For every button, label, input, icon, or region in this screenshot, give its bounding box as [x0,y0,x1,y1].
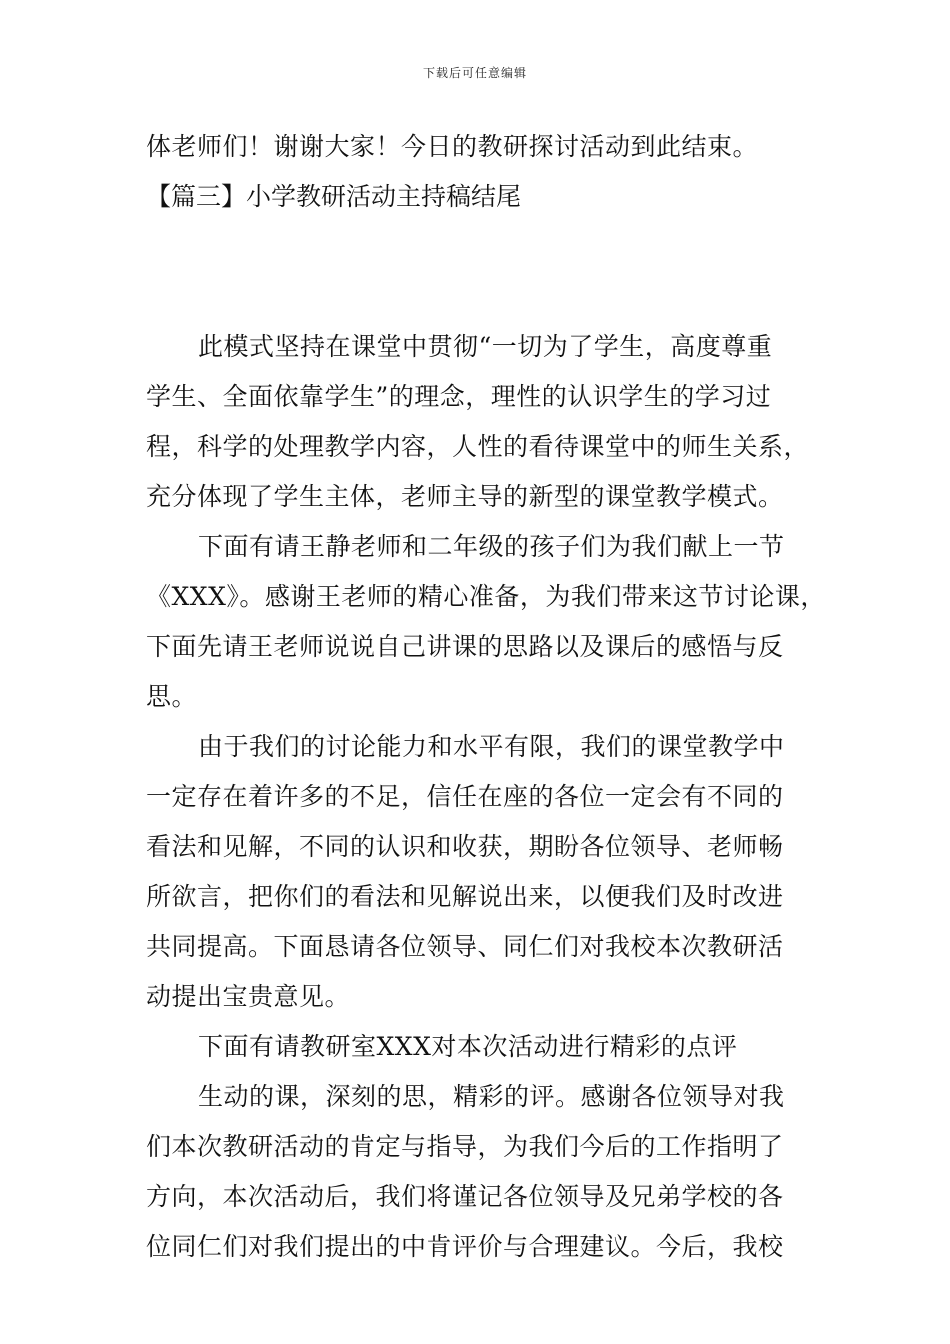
section-heading: 【篇三】小学教研活动主持稿结尾 [146,182,522,211]
paragraph-line: 学生、全面依靠学生”的理念，理性的认识学生的学习过 [146,382,772,411]
section-spacer [146,222,810,322]
paragraph-line: 动提出宝贵意见。 [146,982,351,1011]
paragraph-line: 思。 [146,682,198,711]
paragraph-line: 《XXX》。感谢王老师的精心准备，为我们带来这节讨论课， [146,582,826,611]
paragraph-line: 下面有请教研室XXX对本次活动进行精彩的点评 [198,1032,738,1061]
paragraph-line: 生动的课，深刻的思，精彩的评。感谢各位领导对我 [198,1082,785,1111]
paragraph-line: 下面有请王静老师和二年级的孩子们为我们献上一节 [198,532,785,561]
page-header: 下载后可任意编辑 [422,66,527,80]
paragraph-line: 位同仁们对我们提出的中肯评价与合理建议。今后，我校 [146,1232,784,1261]
paragraph-line: 共同提高。下面恳请各位领导、同仁们对我校本次教研活 [146,932,784,961]
paragraph [146,1022,810,1072]
paragraph-line: 看法和见解，不同的认识和收获，期盼各位领导、老师畅 [146,832,784,861]
paragraph-line: 由于我们的讨论能力和水平有限，我们的课堂教学中 [198,732,785,761]
paragraph-line: 下面先请王老师说说自己讲课的思路以及课后的感悟与反 [146,632,784,661]
closing-line: 体老师们！谢谢大家！今日的教研探讨活动到此结束。 [146,132,759,161]
paragraph-line: 一定存在着许多的不足，信任在座的各位一定会有不同的 [146,782,784,811]
paragraph-line: 所欲言，把你们的看法和见解说出来，以便我们及时改进 [146,882,784,911]
paragraph-line: 程，科学的处理教学内容，人性的看待课堂中的师生关系， [146,432,810,461]
paragraph-line: 充分体现了学生主体，老师主导的新型的课堂教学模式。 [146,482,784,511]
paragraph-line: 方向，本次活动后，我们将谨记各位领导及兄弟学校的各 [146,1182,784,1211]
paragraph-line: 此模式坚持在课堂中贯彻“一切为了学生，高度尊重 [198,332,773,361]
paragraph [146,522,826,722]
document-body [146,122,826,1272]
paragraph [146,1072,810,1272]
paragraph [146,722,810,1022]
paragraph [146,322,810,522]
paragraph-line: 们本次教研活动的肯定与指导，为我们今后的工作指明了 [146,1132,784,1161]
